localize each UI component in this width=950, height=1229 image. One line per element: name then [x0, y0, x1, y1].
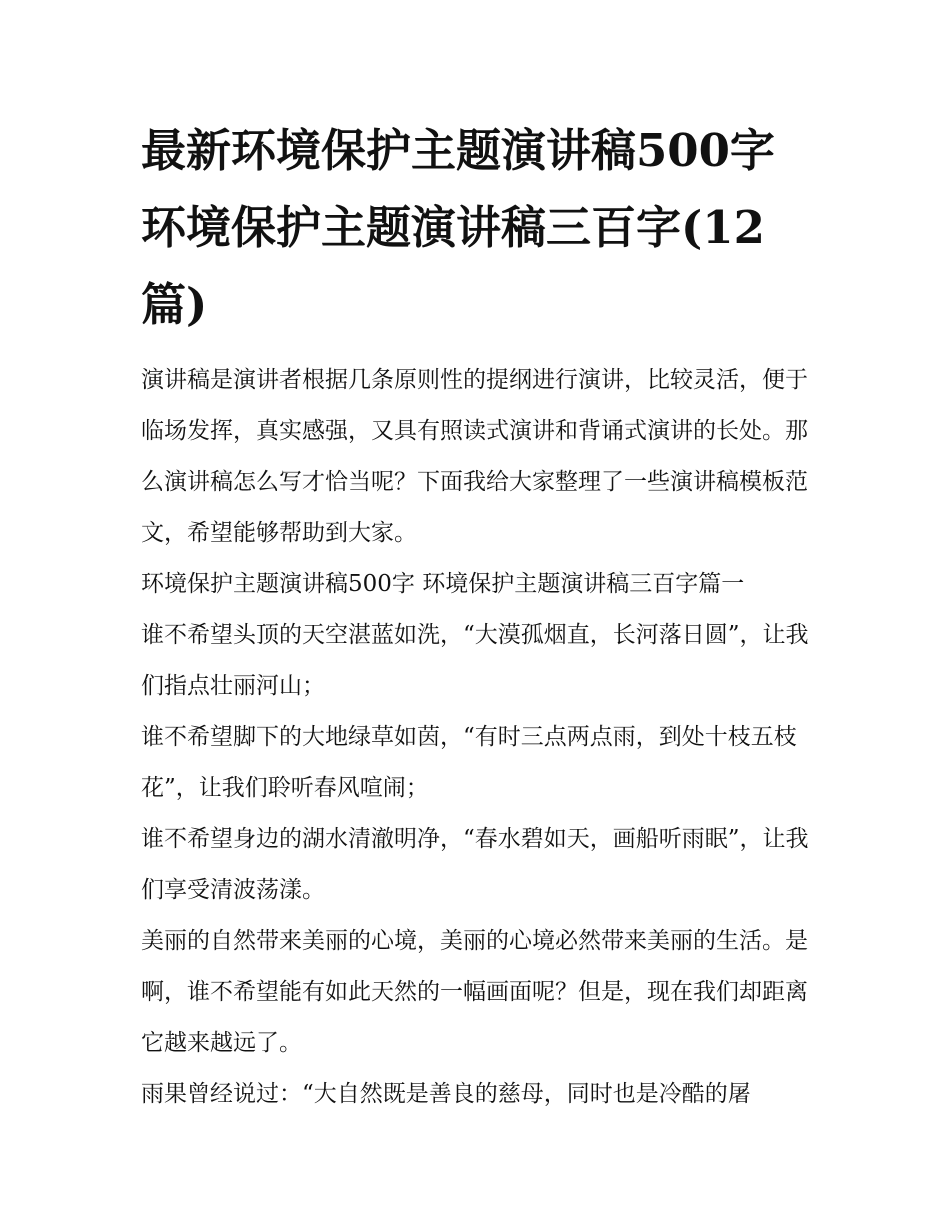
section-heading: 环境保护主题演讲稿500字 环境保护主题演讲稿三百字篇一: [141, 571, 745, 597]
body-paragraph: 谁不希望脚下的大地绿草如茵，“有时三点两点雨，到处十枝五枝花”，让我们聆听春风喧闹；: [141, 724, 797, 801]
body-paragraph: 谁不希望头顶的天空湛蓝如洗，“大漠孤烟直，长河落日圆”，让我们指点壮丽河山；: [141, 622, 809, 699]
document-title: 最新环境保护主题演讲稿500字 环境保护主题演讲稿三百字(12篇): [141, 124, 775, 331]
body-paragraph: 雨果曾经说过：“大自然既是善良的慈母，同时也是冷酷的屠: [141, 1081, 751, 1107]
intro-paragraph: 演讲稿是演讲者根据几条原则性的提纲进行演讲，比较灵活，便于临场发挥，真实感强，又具有照读式演讲和背诵式演讲的长处。那么演讲稿怎么写才恰当呢？下面我给大家整理了一些演讲稿模板范文，希望能够帮助到大家。: [141, 367, 808, 546]
document-page: [141, 112, 813, 1120]
body-paragraph: 谁不希望身边的湖水清澈明净，“春水碧如天，画船听雨眠”，让我们享受清波荡漾。: [141, 826, 809, 903]
body-paragraph: 美丽的自然带来美丽的心境，美丽的心境必然带来美丽的生活。是啊，谁不希望能有如此天然的一幅画面呢？但是，现在我们却距离它越来越远了。: [141, 928, 808, 1056]
document-body: [141, 355, 813, 1120]
